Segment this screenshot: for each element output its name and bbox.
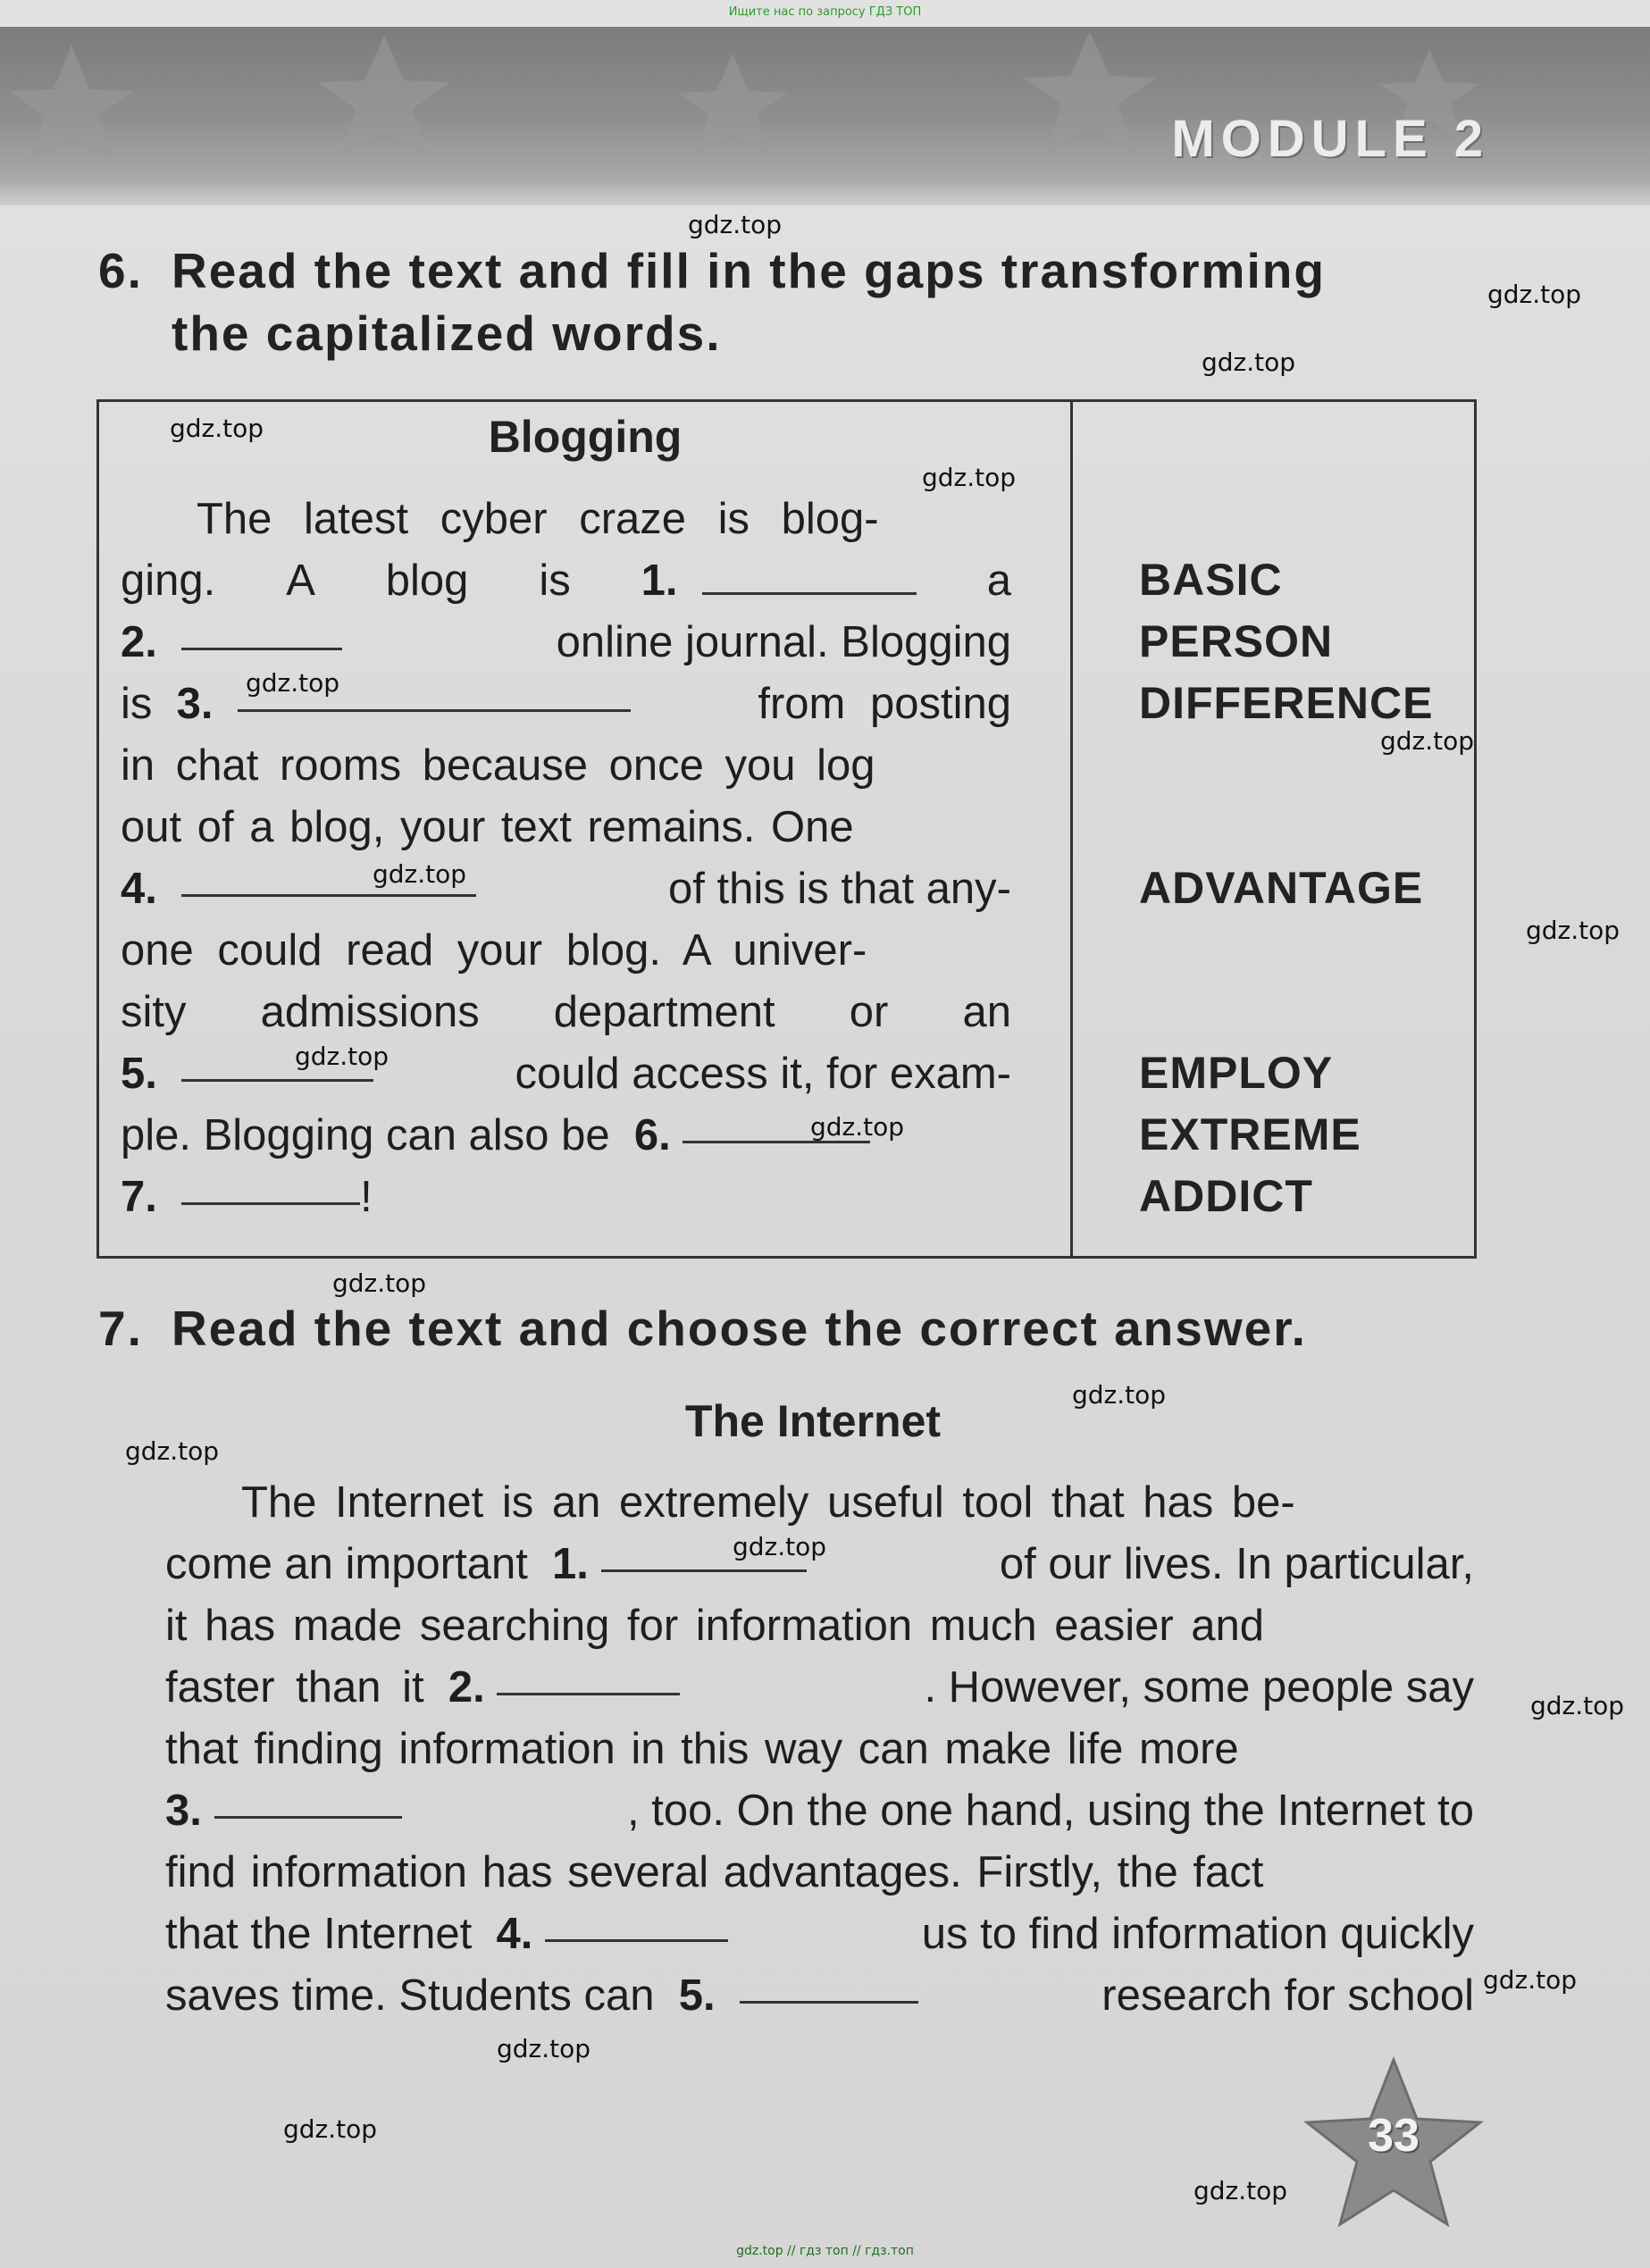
watermark: gdz.top: [283, 2114, 378, 2144]
text-segment: saves time. Students can: [165, 1971, 655, 2020]
text-segment: from posting: [758, 680, 1011, 728]
gap-7-5-blank[interactable]: [740, 1965, 918, 2004]
watermark: gdz.top: [170, 414, 264, 443]
blog-line-12: [121, 1167, 1011, 1228]
exercise-6-title-line1: Read the text and fill in the gaps transforming: [172, 243, 1326, 298]
text-segment: The latest cyber craze is blog-: [197, 495, 879, 543]
blog-line-2: [121, 550, 1011, 612]
text-segment: come an important: [165, 1540, 528, 1588]
text-segment: us to find information quickly: [921, 1910, 1474, 1958]
text-segment: out of a blog, your text remains. One: [121, 803, 854, 851]
gap-number-6: 6.: [633, 1111, 671, 1159]
text-segment: ging.: [121, 557, 216, 605]
word-employ: EMPLOY: [1139, 1048, 1334, 1098]
text-segment: department: [553, 988, 775, 1036]
exercise-6-box-divider: [1070, 399, 1073, 1259]
gap-number-7-1: 1.: [552, 1540, 589, 1588]
watermark: gdz.top: [497, 2034, 591, 2063]
watermark: gdz.top: [246, 668, 340, 698]
watermark: gdz.top: [1483, 1965, 1578, 1995]
exercise-7-title: [98, 1297, 1307, 1360]
gap-number-7-4: 4.: [496, 1910, 533, 1958]
text-segment: it has made searching for information much easier and: [165, 1602, 1265, 1650]
internet-line-6: [165, 1780, 1474, 1842]
text-segment: in chat rooms because once you log: [121, 741, 875, 790]
text-segment: an: [962, 988, 1011, 1036]
watermark: gdz.top: [922, 463, 1017, 492]
watermark: gdz.top: [295, 1042, 389, 1071]
text-segment: ple. Blogging can also be: [121, 1111, 610, 1159]
watermark: gdz.top: [1194, 2176, 1288, 2205]
gap-2-blank[interactable]: [181, 612, 342, 650]
word-extreme: EXTREME: [1139, 1109, 1361, 1159]
gap-7-blank[interactable]: [181, 1167, 360, 1205]
blog-line-10: [121, 1043, 1011, 1105]
bottom-watermark-hint[interactable]: gdz.top // гдз топ // гдз.топ: [736, 2244, 914, 2258]
gap-number-5: 5.: [121, 1050, 157, 1098]
word-addict: ADDICT: [1139, 1171, 1313, 1221]
gap-number-3: 3.: [176, 680, 214, 728]
exercise-7-title-text: Read the text and choose the correct answer.: [172, 1301, 1307, 1356]
gap-1-blank[interactable]: [702, 557, 917, 595]
gap-number-7: 7.: [121, 1173, 157, 1221]
watermark: gdz.top: [125, 1436, 220, 1466]
watermark: gdz.top: [373, 859, 467, 889]
text-segment: that finding information in this way can make life more: [165, 1725, 1239, 1773]
gap-number-4: 4.: [121, 865, 157, 913]
exercise-6-number: 6.: [98, 243, 143, 298]
text-segment: find information has several advantages. Firstly, the fact: [165, 1848, 1264, 1896]
internet-line-5: [165, 1719, 1474, 1780]
gap-7-2-blank[interactable]: [497, 1657, 680, 1695]
text-segment: The Internet is an extremely useful tool that has be-: [241, 1478, 1295, 1527]
watermark: gdz.top: [1487, 280, 1582, 309]
gap-7-3-blank[interactable]: [214, 1780, 402, 1819]
blog-line-3: [121, 612, 1011, 674]
text-segment: online journal. Blogging: [556, 618, 1011, 666]
module-banner: [0, 27, 1650, 205]
module-label: MODULE 2: [1171, 110, 1489, 168]
text-segment: !: [360, 1173, 373, 1221]
watermark: gdz.top: [810, 1112, 905, 1142]
word-advantage: ADVANTAGE: [1139, 863, 1424, 913]
blog-line-1: [197, 489, 1011, 550]
watermark: gdz.top: [733, 1532, 827, 1561]
text-segment: sity: [121, 988, 187, 1036]
blog-line-9: [121, 982, 1011, 1043]
exercise-7-number: 7.: [98, 1301, 143, 1356]
text-segment: . However, some people say: [924, 1663, 1474, 1711]
text-segment: admissions: [260, 988, 480, 1036]
text-segment: faster than it: [165, 1663, 424, 1711]
word-basic: BASIC: [1139, 555, 1283, 605]
watermark: gdz.top: [1530, 1691, 1625, 1720]
gap-number-1: 1.: [641, 557, 678, 605]
text-segment: could access it, for exam-: [515, 1050, 1011, 1098]
text-segment: of this is that any-: [667, 865, 1011, 913]
watermark: gdz.top: [1380, 726, 1475, 756]
word-difference: DIFFERENCE: [1139, 678, 1434, 728]
text-segment: , too. On the one hand, using the Internet to: [626, 1787, 1474, 1835]
text-segment: A: [286, 557, 315, 605]
watermark: gdz.top: [1072, 1380, 1167, 1410]
internet-line-7: [165, 1842, 1474, 1904]
word-person: PERSON: [1139, 616, 1334, 666]
blog-line-8: [121, 920, 1011, 982]
page-number: 33: [1368, 2110, 1420, 2162]
text-segment: of our lives. In particular,: [999, 1540, 1474, 1588]
text-segment: a: [986, 557, 1011, 605]
text-segment: is: [539, 557, 571, 605]
blogging-title: Blogging: [488, 412, 683, 462]
watermark: gdz.top: [1526, 916, 1621, 945]
internet-line-3: [165, 1595, 1474, 1657]
internet-title: The Internet: [684, 1396, 942, 1446]
text-segment: that the Internet: [165, 1910, 473, 1958]
blog-line-6: [121, 797, 1011, 858]
watermark: gdz.top: [1202, 347, 1296, 377]
exercise-6-title-line2: the capitalized words.: [172, 305, 722, 361]
text-segment: one could read your blog. A univer-: [121, 926, 867, 975]
gap-number-7-5: 5.: [678, 1971, 716, 2020]
top-search-hint[interactable]: Ищите нас по запросу ГДЗ ТОП: [728, 5, 922, 19]
internet-line-8: [165, 1904, 1474, 1965]
internet-line-1: [241, 1472, 1474, 1534]
gap-number-7-2: 2.: [448, 1663, 485, 1711]
blog-line-7: [121, 858, 1011, 920]
internet-line-4: [165, 1657, 1474, 1719]
text-segment: is: [121, 680, 153, 728]
text-segment: research for school: [1101, 1971, 1474, 2020]
text-segment: or: [849, 988, 889, 1036]
gap-number-7-3: 3.: [165, 1787, 202, 1835]
watermark: gdz.top: [688, 210, 783, 239]
gap-7-4-blank[interactable]: [545, 1904, 728, 1942]
internet-line-9: [165, 1965, 1474, 2027]
watermark: gdz.top: [332, 1268, 427, 1298]
text-segment: blog: [385, 557, 469, 605]
blog-line-5: [121, 735, 1011, 797]
gap-number-2: 2.: [121, 618, 157, 666]
exercise-6-title: [98, 239, 1326, 364]
